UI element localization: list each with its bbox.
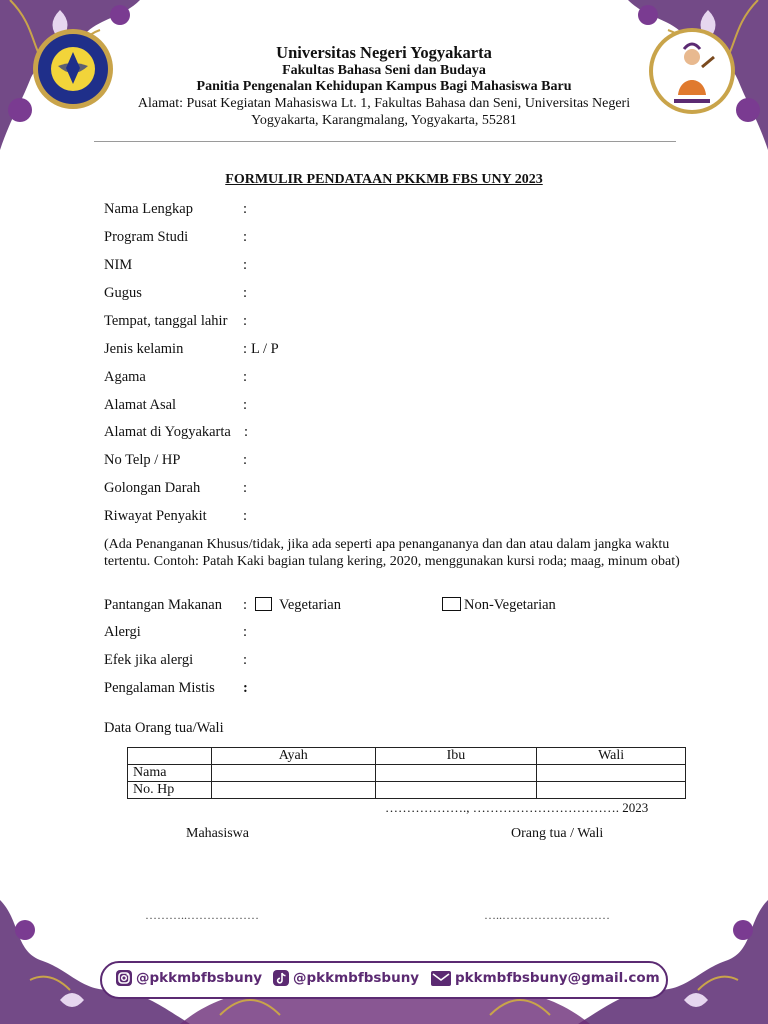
field-label-efek-alergi: Efek jika alergi: [104, 652, 194, 668]
gender-options: L / P: [251, 341, 279, 357]
table-cell[interactable]: [211, 765, 375, 782]
address-line-2: Yogyakarta, Karangmalang, Yogyakarta, 55281: [251, 113, 517, 128]
field-colon: :: [243, 480, 248, 496]
field-colon: :: [243, 680, 248, 696]
field-colon: :: [243, 624, 248, 640]
field-colon: :: [243, 313, 248, 329]
medical-note: (Ada Penanganan Khusus/tidak, jika ada seperti apa penangananya dan dan atau dalam jangka waktu tertentu. Contoh: Patah Kaki bagian tulang kering, 2020, menggunakan kursi roda; maag, minum obat): [104, 537, 680, 569]
field-colon: :: [243, 257, 248, 273]
non-vegetarian-checkbox[interactable]: [442, 597, 461, 611]
field-label-agama: Agama: [104, 369, 146, 385]
field-label-pengalaman-mistis: Pengalaman Mistis: [104, 680, 215, 696]
field-label-nama-lengkap: Nama Lengkap: [104, 201, 193, 217]
footer-email[interactable]: [431, 970, 660, 986]
address-line-1: Alamat: Pusat Kegiatan Mahasiswa Lt. 1, Fakultas Bahasa dan Seni, Universitas Negeri: [137, 96, 631, 111]
header-divider: [94, 141, 676, 142]
email-address: pkkmbfbsbuny@gmail.com: [455, 970, 660, 986]
instagram-icon: [116, 970, 132, 986]
field-label-alamat-yogyakarta: Alamat di Yogyakarta: [104, 424, 231, 440]
field-colon: :: [243, 397, 248, 413]
tiktok-handle: @pkkmbfbsbuny: [293, 970, 420, 986]
field-label-alergi: Alergi: [104, 624, 141, 640]
field-label-no-telp: No Telp / HP: [104, 452, 181, 468]
field-label-pantangan-makanan: Pantangan Makanan: [104, 597, 222, 613]
signature-line-parent: …..………………………: [484, 908, 610, 922]
field-label-alamat-asal: Alamat Asal: [104, 397, 177, 413]
signature-label-parent: Orang tua / Wali: [511, 826, 604, 841]
table-cell[interactable]: [211, 782, 375, 799]
table-header-row: [128, 748, 686, 765]
parents-section-title: Data Orang tua/Wali: [104, 720, 224, 736]
university-name: Universitas Negeri Yogyakarta: [276, 43, 492, 62]
field-colon: :: [243, 652, 248, 668]
date-line: ………………., ……………………………. 2023: [385, 800, 649, 815]
field-colon: :: [243, 452, 248, 468]
field-label-riwayat-penyakit: Riwayat Penyakit: [104, 508, 207, 524]
parents-table: [127, 747, 686, 799]
tiktok-icon: [273, 970, 289, 986]
column-header-ayah: Ayah: [211, 748, 375, 765]
row-label-no-hp: No. Hp: [128, 782, 212, 799]
field-colon: :: [243, 369, 248, 385]
table-row: [128, 765, 686, 782]
field-colon: :: [243, 229, 248, 245]
field-label-gugus: Gugus: [104, 285, 142, 301]
footer-tiktok[interactable]: [273, 970, 419, 986]
field-colon: :: [243, 341, 248, 357]
vegetarian-label: Vegetarian: [279, 597, 341, 613]
table-row: [128, 782, 686, 799]
field-label-program-studi: Program Studi: [104, 229, 189, 245]
non-vegetarian-label: Non-Vegetarian: [464, 597, 556, 613]
form-title: FORMULIR PENDATAAN PKKMB FBS UNY 2023: [225, 172, 543, 187]
table-cell[interactable]: [375, 782, 537, 799]
committee-name: Panitia Pengenalan Kehidupan Kampus Bagi Mahasiswa Baru: [196, 79, 572, 94]
field-label-tempat-tanggal-lahir: Tempat, tanggal lahir: [104, 313, 228, 329]
row-label-nama: Nama: [128, 765, 212, 782]
table-cell[interactable]: [537, 765, 686, 782]
field-label-nim: NIM: [104, 257, 133, 273]
email-icon: [431, 971, 451, 986]
field-colon: :: [243, 285, 248, 301]
column-header-wali: Wali: [537, 748, 686, 765]
field-colon: :: [243, 201, 248, 217]
field-label-jenis-kelamin: Jenis kelamin: [104, 341, 184, 357]
footer-instagram[interactable]: [116, 970, 262, 986]
signature-line-student: ………..………………: [145, 908, 259, 922]
field-colon: :: [244, 424, 249, 440]
table-cell[interactable]: [375, 765, 537, 782]
vegetarian-checkbox[interactable]: [255, 597, 272, 611]
field-colon: :: [243, 508, 248, 524]
column-header-ibu: Ibu: [375, 748, 537, 765]
faculty-name: Fakultas Bahasa Seni dan Budaya: [282, 63, 486, 78]
field-label-golongan-darah: Golongan Darah: [104, 480, 201, 496]
column-header: [128, 748, 212, 765]
table-cell[interactable]: [537, 782, 686, 799]
field-colon: :: [243, 597, 248, 613]
instagram-handle: @pkkmbfbsbuny: [136, 970, 263, 986]
signature-label-student: Mahasiswa: [186, 826, 249, 841]
